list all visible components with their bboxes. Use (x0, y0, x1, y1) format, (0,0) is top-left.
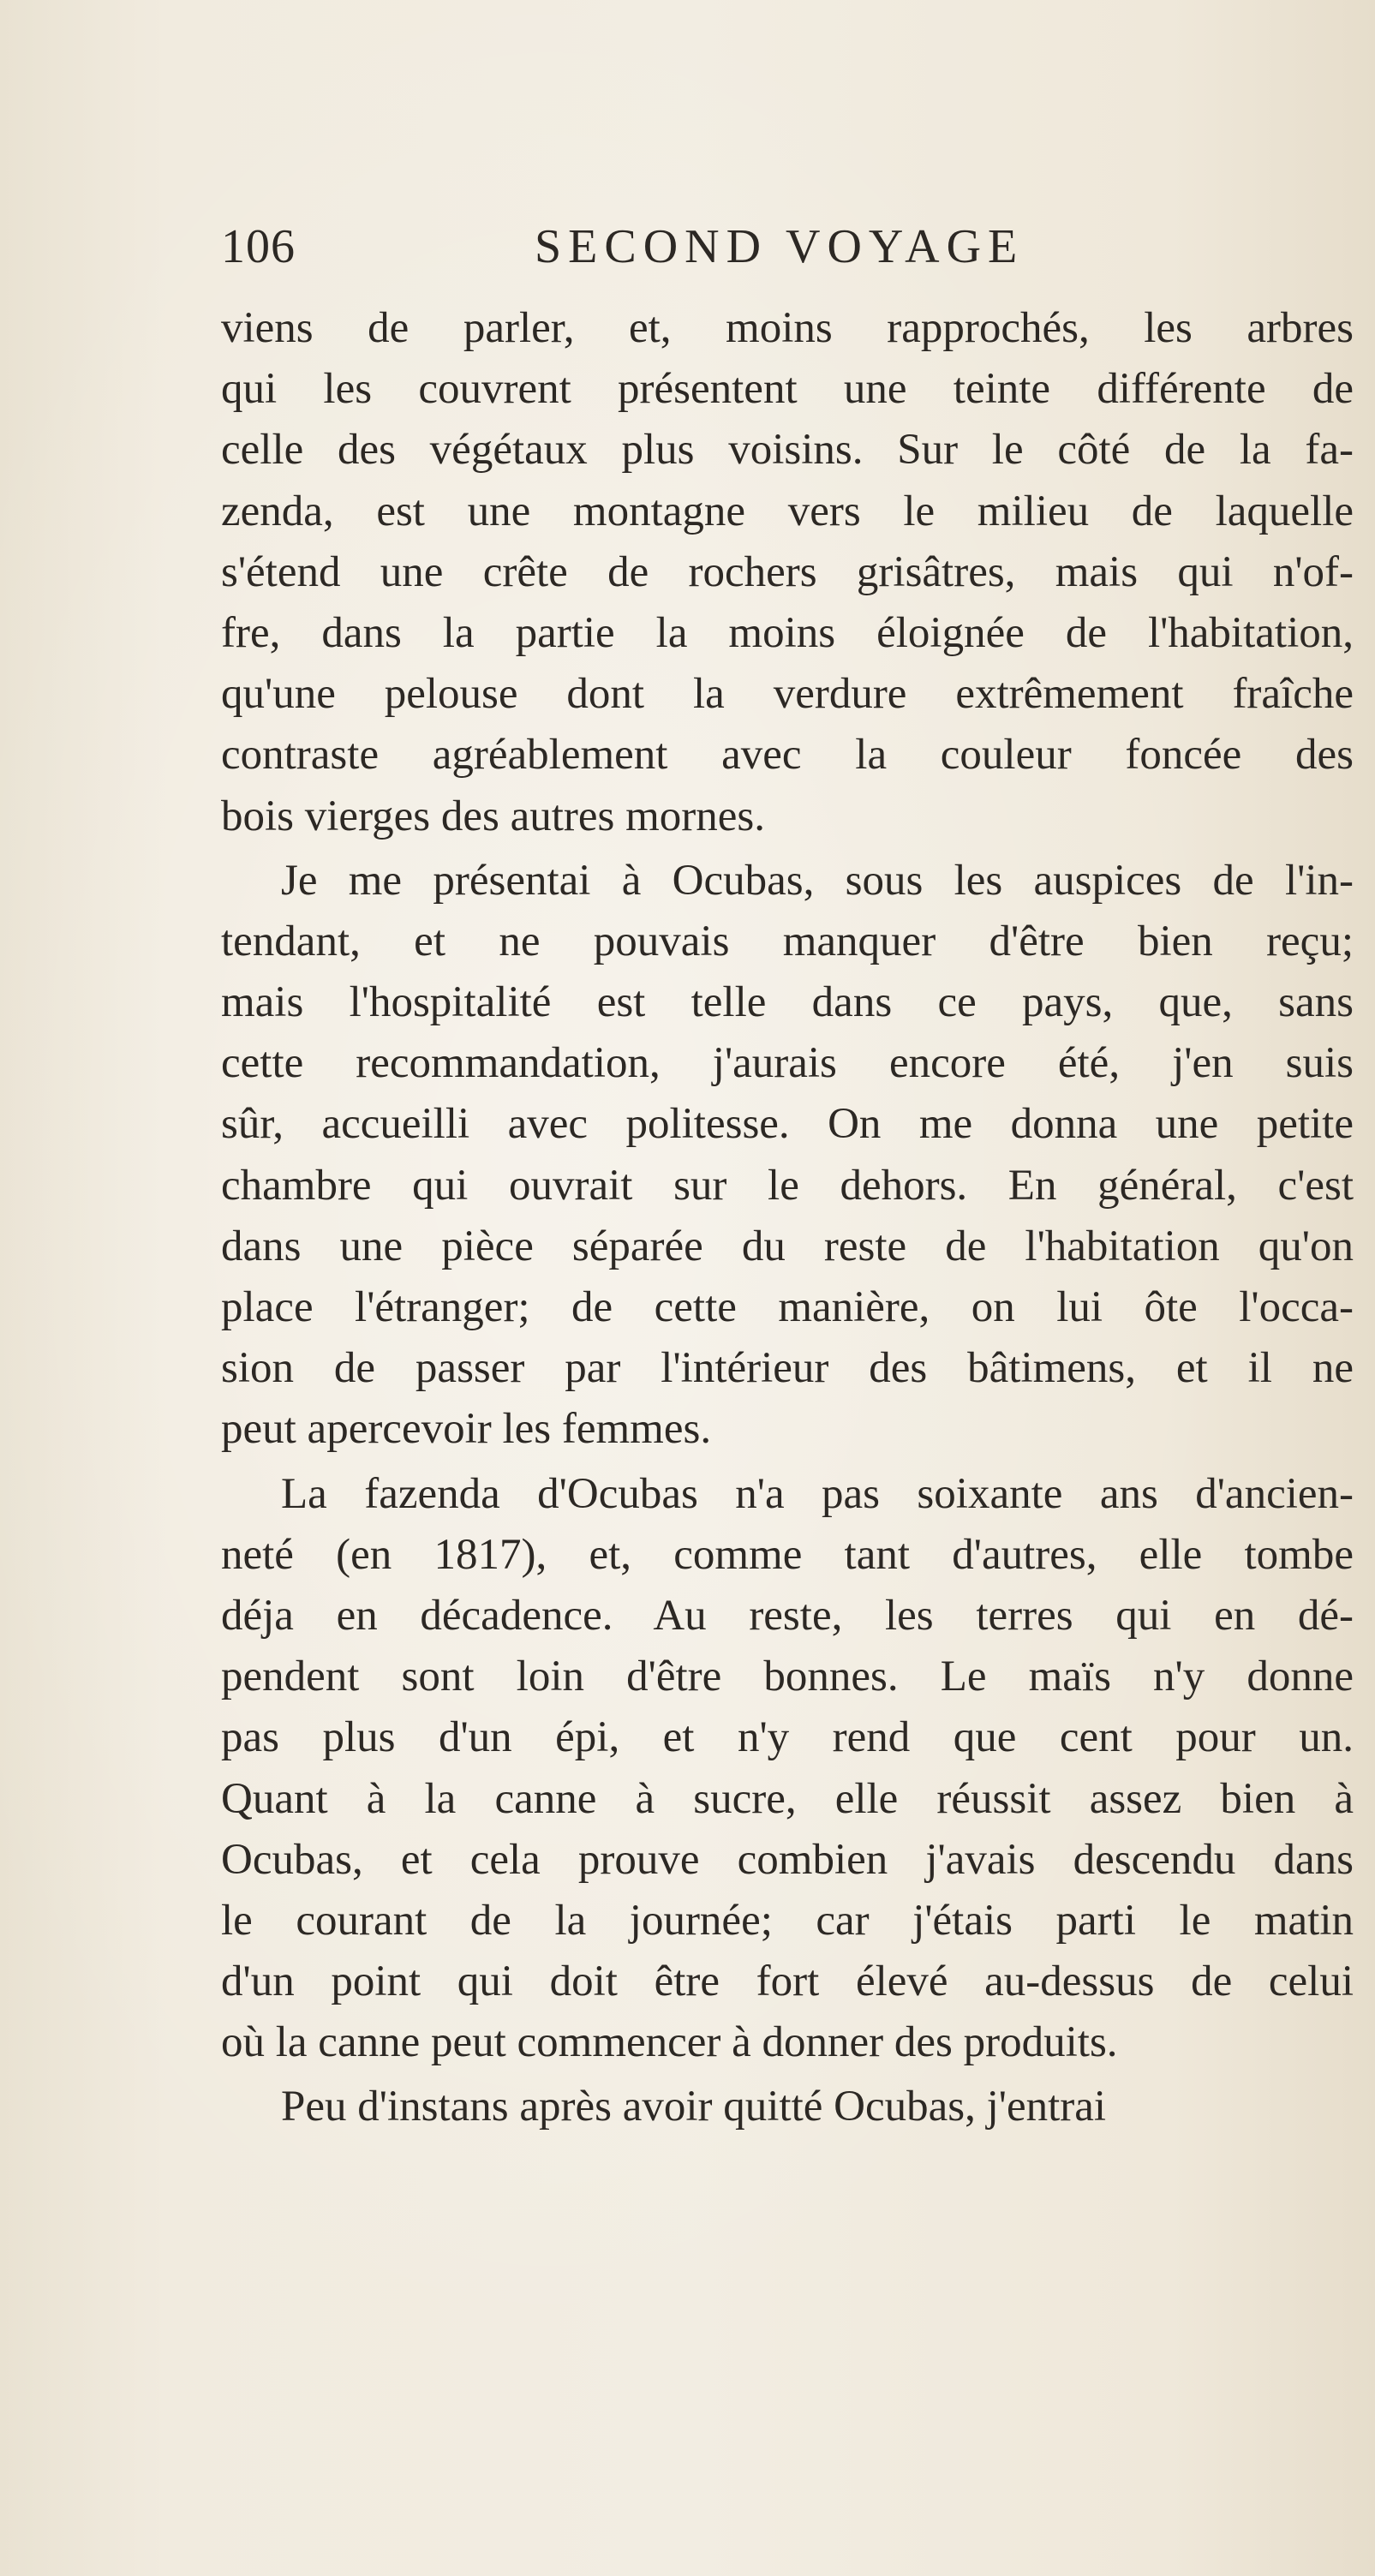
paragraph-start-line: Peu d'instans après avoir quitté Ocubas, j'entrai (281, 2083, 1107, 2131)
text-line: cette recommandation, j'aurais encore été, j'en suis (221, 1039, 1354, 1088)
text-line: celle des végétaux plus voisins. Sur le côté de la fa- (221, 426, 1354, 475)
text-line: contraste agréablement avec la couleur foncée des (221, 731, 1354, 780)
text-line: neté (en 1817), et, comme tant d'autres, elle tombe (221, 1530, 1354, 1579)
text-line: qui les couvrent présentent une teinte différente de (221, 365, 1354, 414)
page-number: 106 (221, 220, 296, 273)
body-text (221, 298, 1354, 2138)
paragraph-end-line: bois vierges des autres mornes. (221, 792, 766, 840)
text-line: s'étend une crête de rochers grisâtres, mais qui n'of- (221, 547, 1354, 596)
text-line: tendant, et ne pouvais manquer d'être bien reçu; (221, 917, 1354, 965)
text-line: d'un point qui doit être fort élevé au-dessus de celui (221, 1957, 1354, 2006)
paragraph-start-line: Je me présentai à Ocubas, sous les auspices de l'in- (281, 856, 1354, 905)
text-line: sion de passer par l'intérieur des bâtimens, et il ne (221, 1344, 1354, 1393)
text-line: dans une pièce séparée du reste de l'habitation qu'on (221, 1222, 1354, 1270)
text-line: déja en décadence. Au reste, les terres qui en dé- (221, 1591, 1354, 1640)
running-header (221, 216, 1360, 278)
text-line: fre, dans la partie la moins éloignée de l'habitation, (221, 608, 1354, 657)
text-line: sûr, accueilli avec politesse. On me donna une petite (221, 1100, 1354, 1149)
text-line: Quant à la canne à sucre, elle réussit assez bien à (221, 1774, 1354, 1823)
paragraph-end-line: où la canne peut commencer à donner des produits. (221, 2018, 1118, 2067)
text-line: chambre qui ouvrait sur le dehors. En général, c'est (221, 1161, 1354, 1210)
running-title: SECOND VOYAGE (535, 220, 1025, 273)
text-line: Ocubas, et cela prouve combien j'avais descendu dans (221, 1835, 1354, 1884)
text-line: mais l'hospitalité est telle dans ce pays, que, sans (221, 978, 1354, 1027)
paragraph-end-line: peut apercevoir les femmes. (221, 1405, 712, 1454)
text-line: qu'une pelouse dont la verdure extrêmement fraîche (221, 670, 1354, 719)
text-line: zenda, est une montagne vers le milieu de laquelle (221, 487, 1354, 535)
text-line: le courant de la journée; car j'étais parti le matin (221, 1896, 1354, 1945)
text-line: viens de parler, et, moins rapprochés, les arbres (221, 304, 1354, 352)
paragraph-start-line: La fazenda d'Ocubas n'a pas soixante ans d'ancien- (281, 1469, 1354, 1518)
text-line: pendent sont loin d'être bonnes. Le maïs n'y donne (221, 1653, 1354, 1701)
text-line: pas plus d'un épi, et n'y rend que cent pour un. (221, 1713, 1354, 1762)
text-line: place l'étranger; de cette manière, on lui ôte l'occa- (221, 1283, 1354, 1331)
